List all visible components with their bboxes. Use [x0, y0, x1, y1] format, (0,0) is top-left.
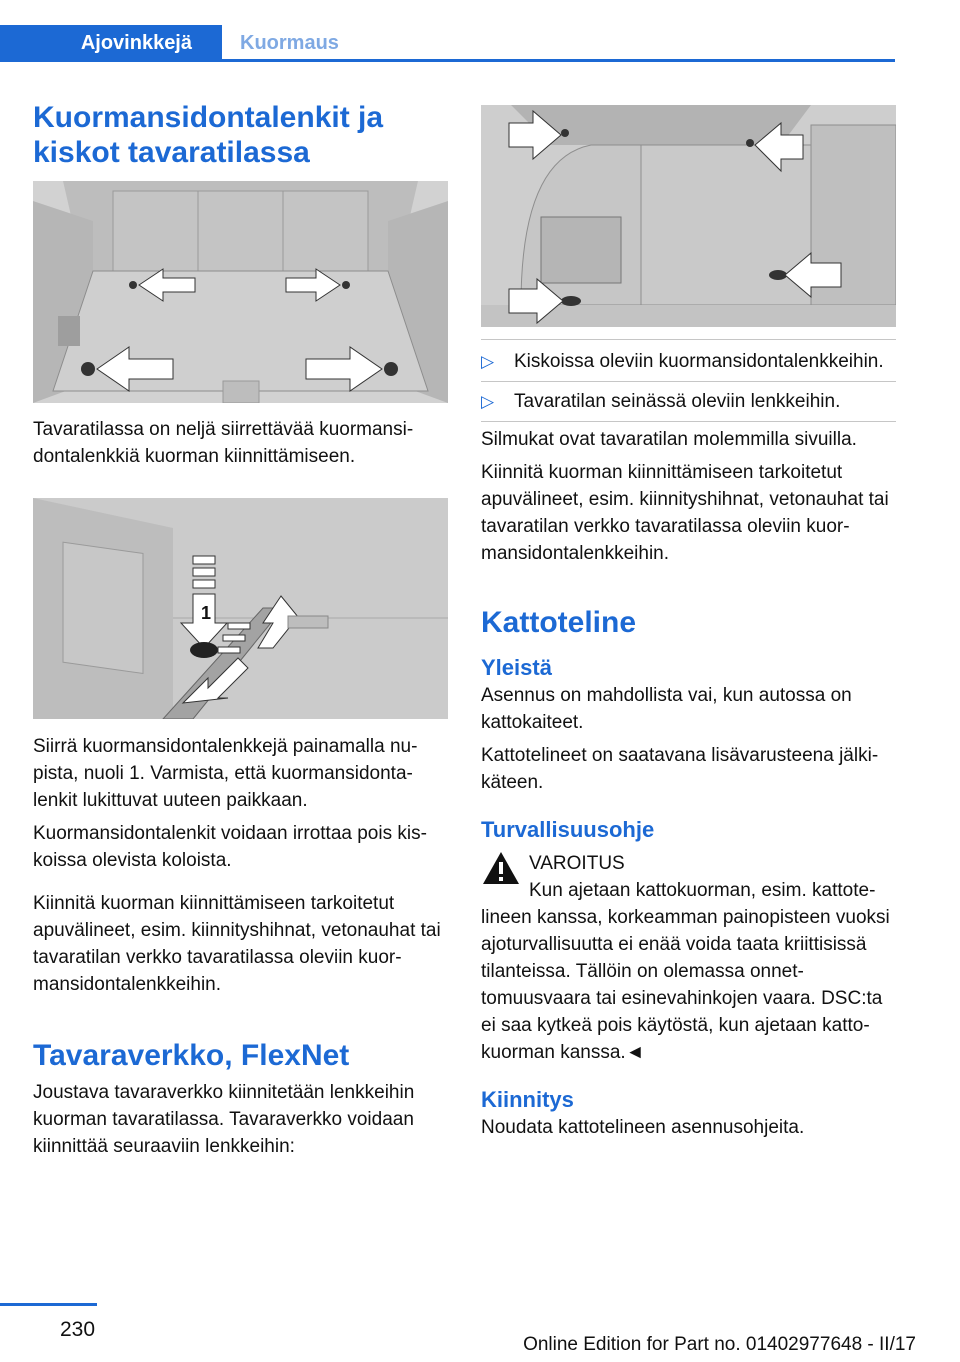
list-item-text: Tavaratilan seinässä oleviin lenkkeihin. [514, 391, 841, 412]
warning-label: VAROITUS [529, 853, 625, 874]
paragraph-flexnet: Joustava tavaraverkko kiinnitetään lenkkeihin kuorman tavaratilassa. Tavaraverkko voidaan kiinnittää seuraaviin lenkkeihin: [33, 1082, 415, 1157]
figure-side-wall-eyes [481, 105, 896, 327]
divider [481, 339, 896, 340]
list-item-text: Kiskoissa oleviin kuormansidontalenkkeihin. [514, 351, 884, 372]
subheading-yleista: Yleistä [481, 655, 552, 680]
edition-line: Online Edition for Part no. 01402977648 - II/17 [523, 1334, 916, 1355]
fig2-label-1: 1 [201, 603, 212, 623]
list-item [481, 388, 896, 415]
paragraph-attach-aids-right: Kiinnitä kuorman kiinnittämiseen tarkoitetut apuvälineet, esim. kiinnityshihnat, vetonauhat tai tavaratilan verkko tavaratilassa oleviin kuormansidontalenkkeihin. [481, 462, 889, 564]
divider [481, 381, 896, 382]
paragraph-slide-eyes: Siirrä kuormansidontalenkkejä painamalla nupista, nuoli 1. Varmista, että kuormansidontalenkit lukittuvat uuteen paikkaan. [33, 736, 418, 811]
paragraph-attach-aids: Kiinnitä kuorman kiinnittämiseen tarkoitetut apuvälineet, esim. kiinnityshihnat, vetonauhat tai tavaratilan verkko tavaratilassa oleviin kuormansidontalenkkeihin. [33, 893, 441, 995]
paragraph-remove-eyes: Kuormansidontalenkit voidaan irrottaa pois kiskoissa olevista koloista. [33, 823, 427, 871]
warning-text: Kun ajetaan kattokuorman, esim. kattotelineen kanssa, korkeamman painopisteen vuoksi ajoturvallisuutta ei enää voida taata kriittisissä tilanteissa. Tällöin on olemassa onnettomuusvaara tai esinevahinkojen vaara. DSC:ta ei saa kytkeä pois käytöstä, kun ajetaan kattokuorman kanssa.◄ [481, 880, 890, 1063]
paragraph-follow-instructions: Noudata kattotelineen asennusohjeita. [481, 1117, 805, 1138]
figure-rail-detail [33, 498, 448, 719]
triangle-bullet-icon: ▷ [481, 352, 495, 371]
figure-cargo-area-eyes [33, 181, 448, 403]
paragraph-accessory: Kattotelineet on saatavana lisävarusteena jälkikäteen. [481, 745, 879, 793]
section-title-lashing-eyes: Kuormansidontalenkit ja kiskot tavaratilassa [33, 101, 384, 169]
section-title-flexnet: Tavaraverkko, FlexNet [33, 1039, 350, 1072]
tab-kuormaus[interactable]: Kuormaus [240, 32, 339, 54]
page-number: 230 [60, 1318, 96, 1341]
triangle-bullet-icon: ▷ [481, 392, 495, 411]
warning-block [481, 850, 896, 877]
paragraph-four-eyes: Tavaratilassa on neljä siirrettävää kuormansidontalenkkiä kuorman kiinnittämiseen. [33, 419, 414, 467]
divider [481, 421, 896, 422]
header-tabs [0, 25, 895, 61]
list-item [481, 348, 896, 375]
right-column [481, 100, 896, 1141]
footer-rule [0, 1303, 97, 1306]
subheading-turvallisuusohje: Turvallisuusohje [481, 817, 655, 842]
paragraph-both-sides: Silmukat ovat tavaratilan molemmilla sivuilla. [481, 429, 857, 450]
subheading-kiinnitys: Kiinnitys [481, 1087, 574, 1112]
section-title-kattoteline: Kattoteline [481, 606, 637, 639]
paragraph-installation: Asennus on mahdollista vai, kun autossa on kattokaiteet. [481, 685, 852, 733]
left-column [33, 100, 448, 1160]
tab-ajovinkkeja[interactable]: Ajovinkkejä [0, 25, 222, 61]
header-rule [0, 59, 895, 62]
warning-triangle-icon [481, 850, 521, 886]
